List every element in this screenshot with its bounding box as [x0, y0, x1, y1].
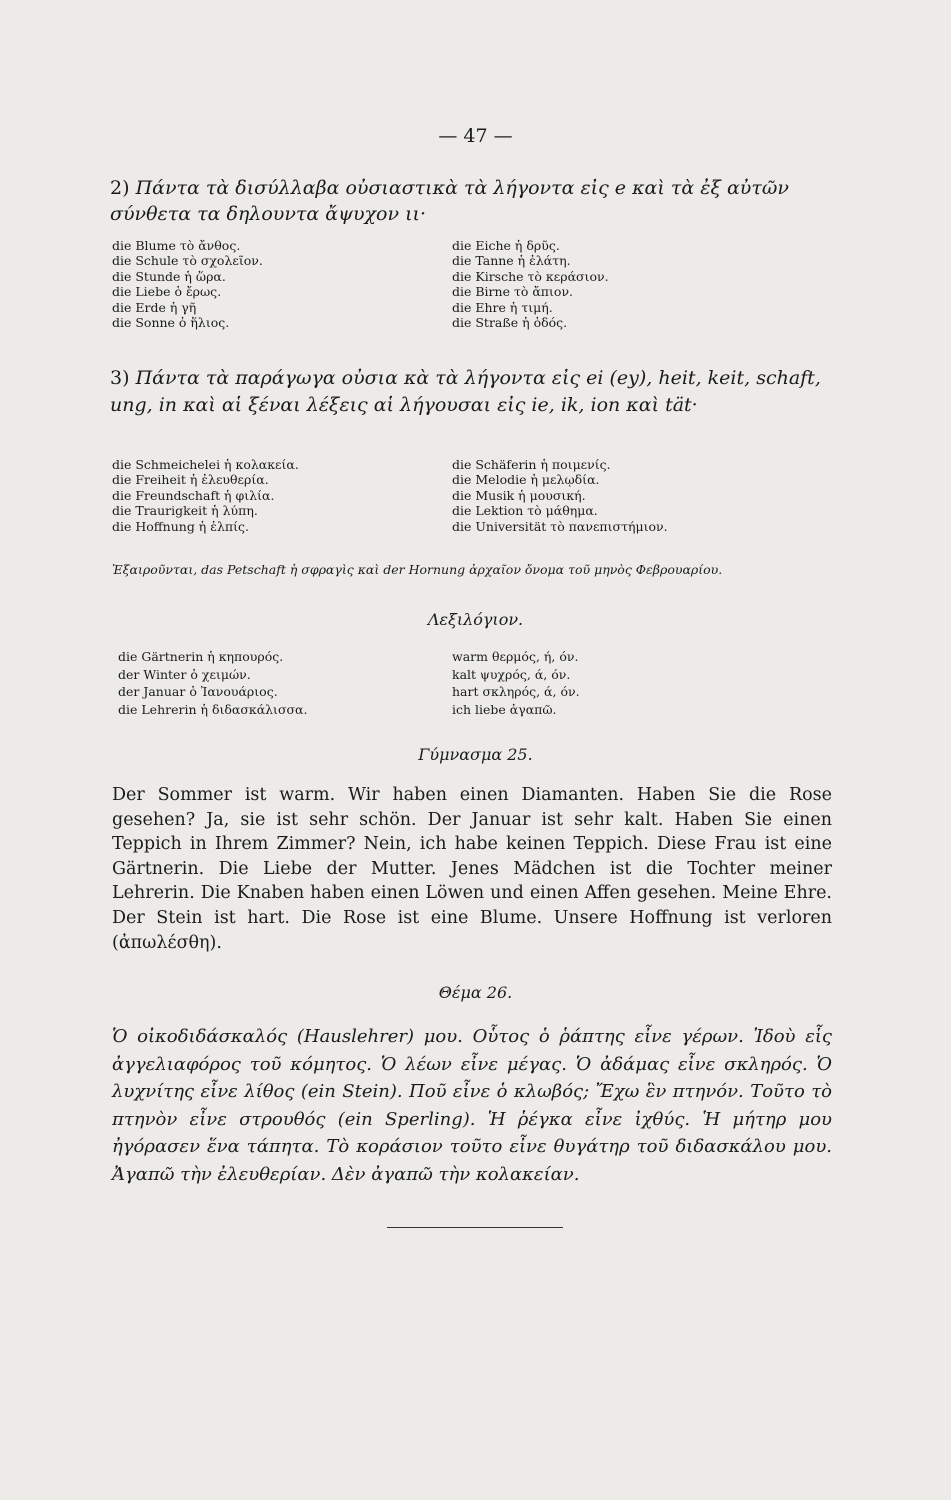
vocab-entry: die Hoffnung ἡ ἐλπίς. [112, 518, 249, 534]
vocab-entry: die Tanne ἡ ἐλάτη. [452, 253, 571, 269]
vocab-entry: die Stunde ἡ ὥρα. [112, 268, 226, 284]
vocab-entry: die Liebe ὁ ἔρως. [112, 284, 222, 300]
vocab-entry: die Musik ἡ μουσική. [452, 487, 586, 503]
vocab-entry: die Gärtnerin ἡ κηπουρός. [118, 649, 284, 664]
vocab-entry: kalt ψυχρός, ά, όν. [452, 666, 571, 682]
vocab-entry: hart σκληρός, ά, όν. [452, 684, 580, 699]
vocab-entry: die Traurigkeit ἡ λύπη. [112, 503, 258, 519]
vocab-entry: die Schäferin ἡ ποιμενίς. [452, 457, 611, 472]
vocab-entry: die Lehrerin ἡ διδασκάλισσα. [118, 701, 308, 717]
vocab-entry: die Freundschaft ἡ φιλία. [112, 487, 275, 503]
exercise-25-text: Der Sommer ist warm. Wir haben einen Diamanten. Haben Sie die Rose gesehen? Ja, sie ist sehr schön. Der Januar ist sehr kalt. Haben Sie einen Teppich in Ihrem Zimmer? Nein, ich habe keinen Teppich. Diese Frau ist eine Gärtnerin. Die Liebe der Mutter. Jenes Mädchen ist die Tochter meiner Lehrerin. Die Knaben haben einen Löwen und einen Affen gesehen. Meine Ehre. Der Stein ist hart. Die Rose ist eine Blume. Unsere Hoffnung ist verloren (ἀπωλέσθη). [112, 785, 832, 953]
vocab-entry: die Melodie ἡ μελῳδία. [452, 472, 600, 488]
exception-note: Ἐξαιροῦνται, das Petschaft ἡ σφραγὶς καὶ der Hornung ἀρχαῖον ὄνομα τοῦ μηνὸς Φεβρουαρίου. [112, 562, 723, 577]
vocab-entry: die Sonne ὁ ἥλιος. [112, 314, 230, 330]
end-rule [387, 1227, 563, 1228]
theme-26-text: Ὁ οἰκοδιδάσκαλός (Hauslehrer) μου. Οὗτος ὁ ῥάπτης εἶνε γέρων. Ἰδοὺ εἷς ἀγγελιαφόρος τοῦ κόμητος. Ὁ λέων εἶνε μέγας. Ὁ ἀδάμας εἶνε σκληρός. Ὁ λυχνίτης εἶνε λίθος (ein Stein). Ποῦ εἶνε ὁ κλωβός; Ἔχω ἓν πτηνόν. Τοῦτο τὸ πτηνὸν εἶνε στρουθός (ein Sperling). Ἡ ῥέγκα εἶνε ἰχθύς. Ἡ μήτηρ μου ἠγόρασεν ἕνα τάπητα. Τὸ κοράσιον τοῦτο εἶνε θυγάτηρ τοῦ διδασκάλου μου. Ἀγαπῶ τὴν ἐλευθερίαν. Δὲν ἀγαπῶ τὴν κολακείαν. [112, 1026, 832, 1185]
vocabulary-title: Λεξιλόγιον. [427, 610, 524, 629]
vocab-entry: die Schule τὸ σχολεῖον. [112, 253, 263, 269]
section-2-heading-text: Πάντα τὰ δισύλλαβα οὐσιαστικὰ τὰ λήγοντα εἰς e καὶ τὰ ἐξ αὐτῶν σύνθετα τα δηλουντα ἄψυχον ιι· [110, 177, 789, 225]
section-2-right-column [452, 238, 609, 330]
exercise-25-title: Γύμνασμα 25. [418, 745, 533, 764]
vocabulary-left-column [118, 648, 307, 718]
theme-26-title: Θέμα 26. [438, 983, 513, 1002]
vocab-entry: der Winter ὁ χειμών. [118, 666, 251, 682]
vocab-entry: die Freiheit ἡ ἐλευθερία. [112, 472, 269, 488]
section-3-heading [110, 365, 840, 419]
section-2-left-column [112, 238, 263, 330]
vocab-entry: warm θερμός, ή, όν. [452, 649, 579, 664]
vocab-entry: die Ehre ἡ τιμή. [452, 299, 553, 315]
vocabulary-right-column [452, 648, 580, 718]
section-3-number: 3) [110, 367, 130, 389]
vocab-entry: die Blume τὸ ἄνθος. [112, 238, 241, 253]
vocab-entry: die Eiche ἡ δρῦς. [452, 238, 560, 253]
vocab-entry: ich liebe ἀγαπῶ. [452, 701, 557, 717]
page-number: — 47 — [438, 125, 513, 147]
section-3-heading-text: Πάντα τὰ παράγωγα οὐσια κὰ τὰ λήγοντα εἰς ei (ey), heit, keit, schaft, ung, in καὶ αἱ ξέναι λέξεις αἱ λήγουσαι εἰς ie, ik, ion καὶ tät· [110, 367, 821, 416]
vocab-entry: die Birne τὸ ἄπιον. [452, 284, 574, 300]
vocab-entry: die Erde ἡ γῆ [112, 299, 197, 315]
section-2-number: 2) [110, 177, 130, 199]
vocab-entry: der Januar ὁ Ἰανουάριος. [118, 684, 278, 699]
vocab-entry: die Schmeichelei ἡ κολακεία. [112, 457, 299, 472]
vocab-entry: die Universität τὸ πανεπιστήμιον. [452, 518, 668, 534]
vocab-entry: die Straße ἡ ὁδός. [452, 314, 568, 330]
section-2-heading [110, 175, 840, 227]
vocab-entry: die Lektion τὸ μάθημα. [452, 503, 598, 519]
section-3-right-column [452, 457, 668, 534]
section-3-left-column [112, 457, 299, 534]
vocab-entry: die Kirsche τὸ κεράσιον. [452, 268, 609, 284]
